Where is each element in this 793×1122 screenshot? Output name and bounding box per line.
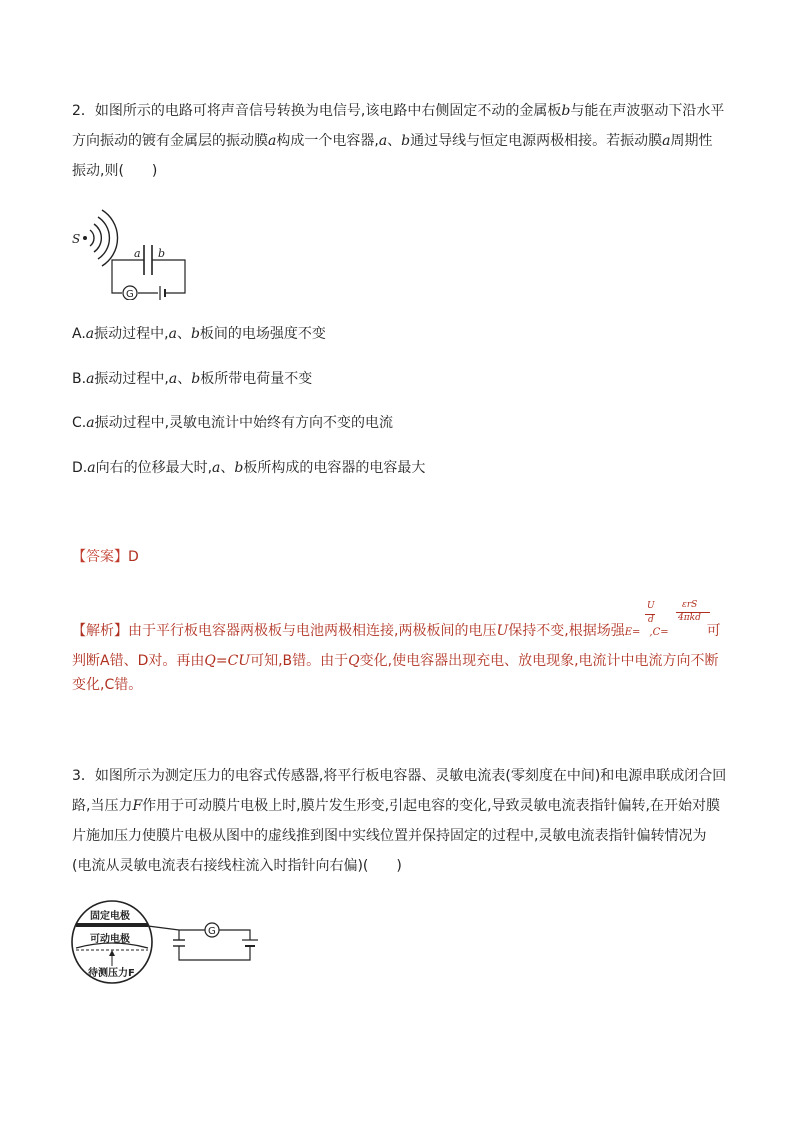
fraction-4pikd-denominator: 4πkd <box>678 613 701 623</box>
plate-a-label: a <box>134 247 141 260</box>
fraction-U-numerator: U <box>647 601 655 611</box>
q2-option-a: A.a振动过程中,a、b板间的电场强度不变 <box>72 326 326 342</box>
force-label: 待测压力F <box>88 968 135 979</box>
q2-option-b: B.a振动过程中,a、b板所带电荷量不变 <box>72 371 313 387</box>
sound-source-dot <box>83 236 87 240</box>
sensor-circuit-wires <box>148 926 250 960</box>
plate-b-label: b <box>158 247 166 260</box>
fixed-electrode-label: 固定电极 <box>90 911 130 922</box>
galvanometer-label: G <box>126 289 134 300</box>
q3-line-2: 路,当压力F作用于可动膜片电极上时,膜片发生形变,引起电容的变化,导致灵敏电流表指针偏转,在开始对膜 <box>72 798 720 814</box>
q2-analysis-line-2: 判断A错、D对。再由Q=CU可知,B错。由于Q变化,使电容器出现充电、放电现象,电流计中电流方向不断 <box>72 653 719 669</box>
fraction-d-denominator: d <box>648 615 654 625</box>
q3-line-1: 3．如图所示为测定压力的电容式传感器,将平行板电容器、灵敏电流表(零刻度在中间)和电源串联成闭合回 <box>72 768 727 784</box>
q2-answer: 【答案】D <box>72 549 139 565</box>
sensor-galvanometer-label: G <box>208 926 216 937</box>
q2-line-1: 2．如图所示的电路可将声音信号转换为电信号,该电路中右侧固定不动的金属板b与能在声波驱动下沿水平 <box>72 103 725 119</box>
circuit-wires <box>112 260 185 293</box>
q2-option-d: D.a向右的位移最大时,a、b板所构成的电容器的电容最大 <box>72 460 426 476</box>
q3-pressure-sensor-figure <box>70 898 270 988</box>
q2-capacitor-circuit-figure <box>70 205 195 300</box>
q3-line-4: (电流从灵敏电流表右接线柱流入时指针向右偏)( ) <box>72 858 402 874</box>
fixed-electrode <box>76 923 148 927</box>
q2-line-3: 振动,则( ) <box>72 163 158 179</box>
sound-wave-arcs <box>90 210 118 266</box>
sound-source-label: S <box>72 232 81 246</box>
fraction-epsilon-S-numerator: εrS <box>682 600 698 610</box>
q2-option-c: C.a振动过程中,灵敏电流计中始终有方向不变的电流 <box>72 415 394 431</box>
q2-analysis-line-3: 变化,C错。 <box>72 677 143 693</box>
movable-electrode-label: 可动电极 <box>90 934 130 945</box>
q2-analysis-line-1: 【解析】由于平行板电容器两极板与电池两极相连接,两极板间的电压U保持不变,根据场强E= ,C= 可 <box>72 623 721 639</box>
q3-line-3: 片施加压力使膜片电极从图中的虚线推到图中实线位置并保持固定的过程中,灵敏电流表指针偏转情况为 <box>72 828 707 844</box>
q2-line-2: 方向振动的镀有金属层的振动膜a构成一个电容器,a、b通过导线与恒定电源两极相接。若振动膜a周期性 <box>72 133 713 149</box>
